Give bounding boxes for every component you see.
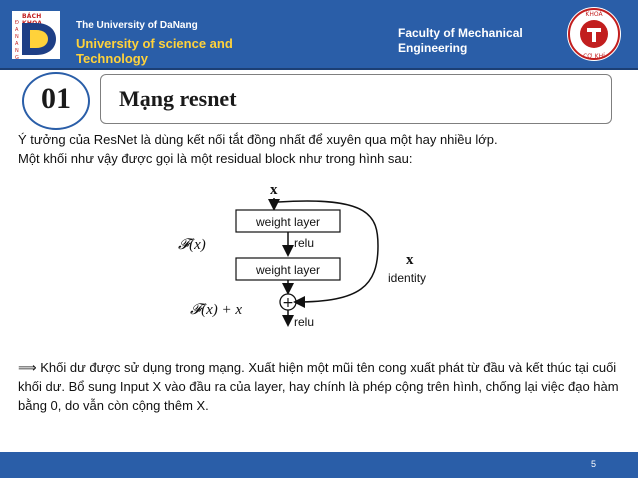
plus-symbol: +: [282, 295, 294, 311]
svg-text:CƠ KHÍ: CƠ KHÍ: [583, 53, 605, 60]
svg-text:KHOA: KHOA: [585, 11, 603, 18]
section-number-badge: [22, 72, 90, 130]
faculty-name: Faculty of Mechanical Engineering: [398, 26, 523, 55]
weight-layer-2-label: weight layer: [255, 263, 321, 277]
section-title-box: [100, 74, 612, 124]
sum-label: 𝓕(x) + x: [190, 302, 242, 318]
body-line-1: Ý tưởng của ResNet là dùng kết nối tắt đồng nhất để xuyên qua một hay nhiều lớp.: [18, 132, 498, 147]
logo-d-icon: [20, 21, 58, 57]
input-x-label: x: [270, 182, 278, 198]
section-title: Mạng resnet: [119, 86, 237, 111]
body-line-2: Một khối như vậy được gọi là một residual block như trong hình sau:: [18, 151, 413, 166]
explanation-paragraph: ⟹ Khối dư được sử dụng trong mạng. Xuất hiện một mũi tên cong xuất phát từ đầu và kết thúc tại cuối khối dư. Bổ sung Input X vào đầu ra của layer, hay chính là phép cộng trên hình, chống lại việc đạo hàm bằng 0, do vẫn còn cộng thêm X.: [18, 360, 619, 413]
relu-label-1: relu: [294, 236, 315, 250]
university-name: University of science and Technology: [76, 36, 233, 66]
section-number: 01: [41, 82, 71, 115]
university-logo: [12, 11, 60, 59]
university-subtitle: The University of DaNang: [76, 20, 198, 31]
relu-label-2: relu: [294, 315, 315, 329]
identity-x-label: x: [406, 252, 414, 268]
header-bar: [0, 0, 638, 70]
identity-label: identity: [388, 271, 427, 285]
footer-bar: [0, 452, 638, 478]
page-number: 5: [590, 459, 596, 469]
residual-block-diagram: [170, 176, 450, 336]
weight-layer-1-label: weight layer: [255, 215, 321, 229]
logo-side-text: Đ A N A N G: [15, 20, 19, 61]
faculty-logo-icon: [566, 6, 622, 62]
logo-text: BÁCH: [22, 13, 42, 20]
fx-label: 𝓕(x): [178, 237, 206, 253]
